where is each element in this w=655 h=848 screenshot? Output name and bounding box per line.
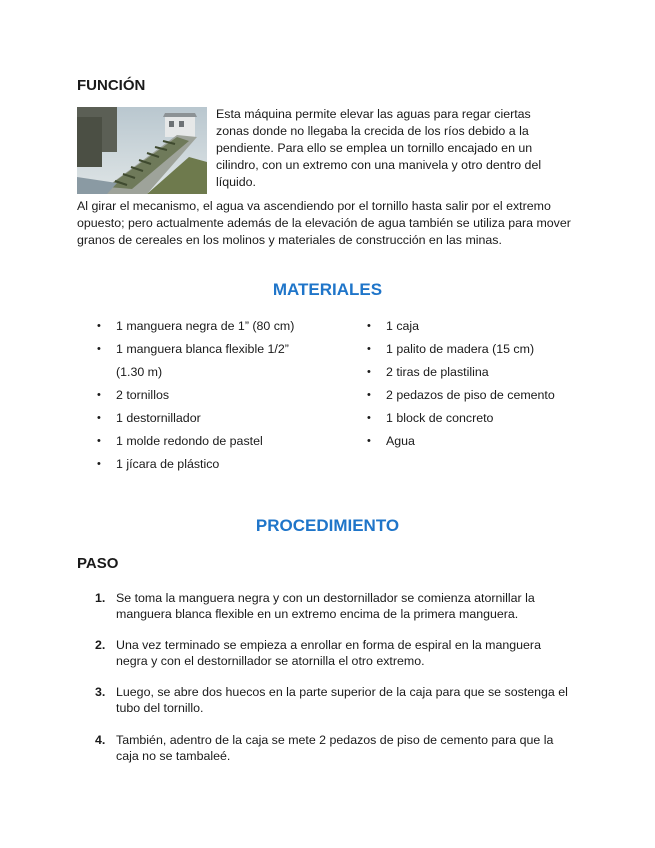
bullet: •	[97, 458, 101, 470]
material-item: 1 jícara de plástico	[116, 457, 220, 471]
bullet: •	[367, 366, 371, 378]
bullet: •	[367, 320, 371, 332]
material-item-continued: (1.30 m)	[116, 365, 163, 379]
step-number: 1.	[95, 591, 106, 605]
step-number: 3.	[95, 685, 106, 699]
archimedes-screw-photo	[77, 107, 207, 194]
bullet: •	[97, 320, 101, 332]
material-item: 2 tiras de plastilina	[386, 365, 489, 379]
material-item: 1 block de concreto	[386, 411, 494, 425]
bullet: •	[367, 435, 371, 447]
material-item: 1 caja	[386, 319, 420, 333]
material-item: 2 tornillos	[116, 388, 170, 402]
step-number: 4.	[95, 733, 106, 747]
bullet: •	[367, 412, 371, 424]
bullet: •	[97, 412, 101, 424]
step-text: Se toma la manguera negra y con un destornillador se comienza atornillar la manguera blanca flexible en un extremo encima de la primera manguera.	[116, 591, 535, 621]
material-item: 1 palito de madera (15 cm)	[386, 342, 535, 356]
step-text: También, adentro de la caja se mete 2 pedazos de piso de cemento para que la caja no se tambaleé.	[116, 733, 554, 763]
material-item: 1 manguera blanca flexible 1/2”	[116, 342, 289, 356]
material-item: 2 pedazos de piso de cemento	[386, 388, 555, 402]
materiales-title: MATERIALES	[272, 280, 383, 299]
step-number: 2.	[95, 638, 106, 652]
material-item: Agua	[386, 434, 415, 448]
material-item: 1 manguera negra de 1” (80 cm)	[116, 319, 295, 333]
procedimiento-title: PROCEDIMIENTO	[255, 516, 400, 535]
material-item: 1 destornillador	[116, 411, 201, 425]
funcion-full-text: Al girar el mecanismo, el agua va ascendiendo por el tornillo hasta salir por el extremo opuesto; pero actualmente además de la elevación de agua también se utiliza para mover granos de cereales en los molinos y materiales de construcción en las minas.	[77, 199, 571, 247]
funcion-heading: FUNCIÓN	[77, 77, 146, 94]
bullet: •	[97, 435, 101, 447]
funcion-side-text: Esta máquina permite elevar las aguas para regar ciertas zonas donde no llegaba la crecida de los ríos debido a la pendiente. Para ello se emplea un tornillo encajado en un cilindro, con un extremo con una manivela y otro dentro del líquido.	[216, 107, 542, 189]
bullet: •	[97, 389, 101, 401]
bullet: •	[367, 389, 371, 401]
step-text: Luego, se abre dos huecos en la parte superior de la caja para que se sostenga el tubo del tornillo.	[116, 685, 568, 715]
step-text: Una vez terminado se empieza a enrollar en forma de espiral en la manguera negra y con el destornillador se atornilla el otro extremo.	[116, 638, 541, 668]
bullet: •	[367, 343, 371, 355]
paso-heading: PASO	[77, 555, 119, 572]
bullet: •	[97, 343, 101, 355]
material-item: 1 molde redondo de pastel	[116, 434, 263, 448]
